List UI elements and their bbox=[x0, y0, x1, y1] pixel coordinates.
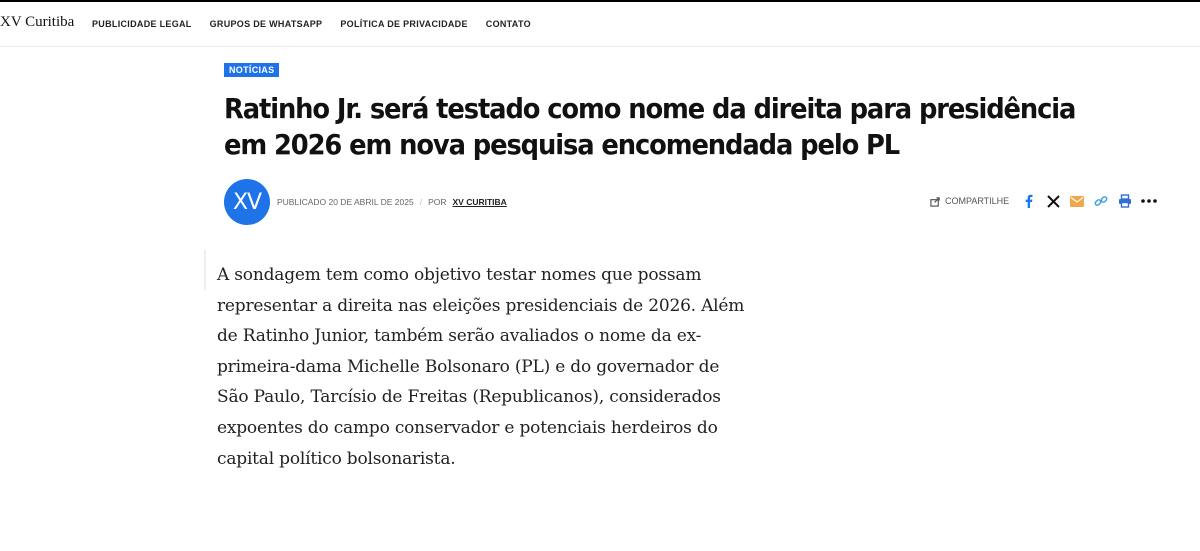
copy-link-button[interactable] bbox=[1093, 193, 1109, 209]
share-label: COMPARTILHE bbox=[945, 196, 1010, 206]
nav-item-grupos-whatsapp[interactable]: GRUPOS DE WHATSAPP bbox=[209, 19, 323, 29]
by-label: POR bbox=[428, 197, 447, 207]
article-body: A sondagem tem como objetivo testar nomes que possam representar a direita nas eleições presidenciais de 2026. Além de Ratinho Junior, também serão avaliados o nome da ex-primeira-dama Michelle Bolsonaro (PL) e do governador de São Paulo, Tarcísio de Freitas (Republicanos), considerados expoentes do campo conservador e potenciais herdeiros do capital político bolsonarista. bbox=[217, 265, 745, 469]
x-share-button[interactable] bbox=[1045, 193, 1061, 209]
author-avatar[interactable]: XV bbox=[224, 179, 270, 225]
print-icon bbox=[1118, 194, 1132, 208]
main-nav bbox=[92, 19, 531, 29]
share-button[interactable] bbox=[930, 196, 1009, 207]
share-bar bbox=[930, 193, 1157, 209]
top-bar bbox=[0, 2, 1200, 47]
facebook-icon bbox=[1025, 194, 1033, 208]
more-options-button[interactable] bbox=[1141, 193, 1157, 209]
email-share-button[interactable] bbox=[1069, 193, 1085, 209]
facebook-share-button[interactable] bbox=[1021, 193, 1037, 209]
publish-date: PUBLICADO 20 DE ABRIL DE 2025 bbox=[277, 197, 414, 207]
article-meta bbox=[277, 197, 507, 207]
link-icon bbox=[1094, 194, 1108, 208]
nav-item-politica-privacidade[interactable]: POLÍTICA DE PRIVACIDADE bbox=[340, 19, 468, 29]
nav-item-contato[interactable]: CONTATO bbox=[485, 19, 531, 29]
meta-separator: / bbox=[419, 197, 423, 207]
article-title: Ratinho Jr. será testado como nome da direita para presidência em 2026 em nova pesquisa encomendada pelo PL bbox=[224, 92, 1076, 161]
site-logo[interactable]: XV Curitiba bbox=[0, 14, 75, 30]
nav-item-publicidade-legal[interactable]: PUBLICIDADE LEGAL bbox=[92, 19, 192, 29]
content-edge-line bbox=[204, 250, 206, 290]
print-button[interactable] bbox=[1117, 193, 1133, 209]
x-icon bbox=[1047, 195, 1060, 208]
category-badge[interactable]: NOTÍCIAS bbox=[224, 63, 279, 77]
more-icon bbox=[1141, 199, 1157, 203]
author-link[interactable]: XV CURITIBA bbox=[452, 197, 507, 207]
share-icon bbox=[930, 196, 941, 207]
email-icon bbox=[1070, 196, 1084, 207]
